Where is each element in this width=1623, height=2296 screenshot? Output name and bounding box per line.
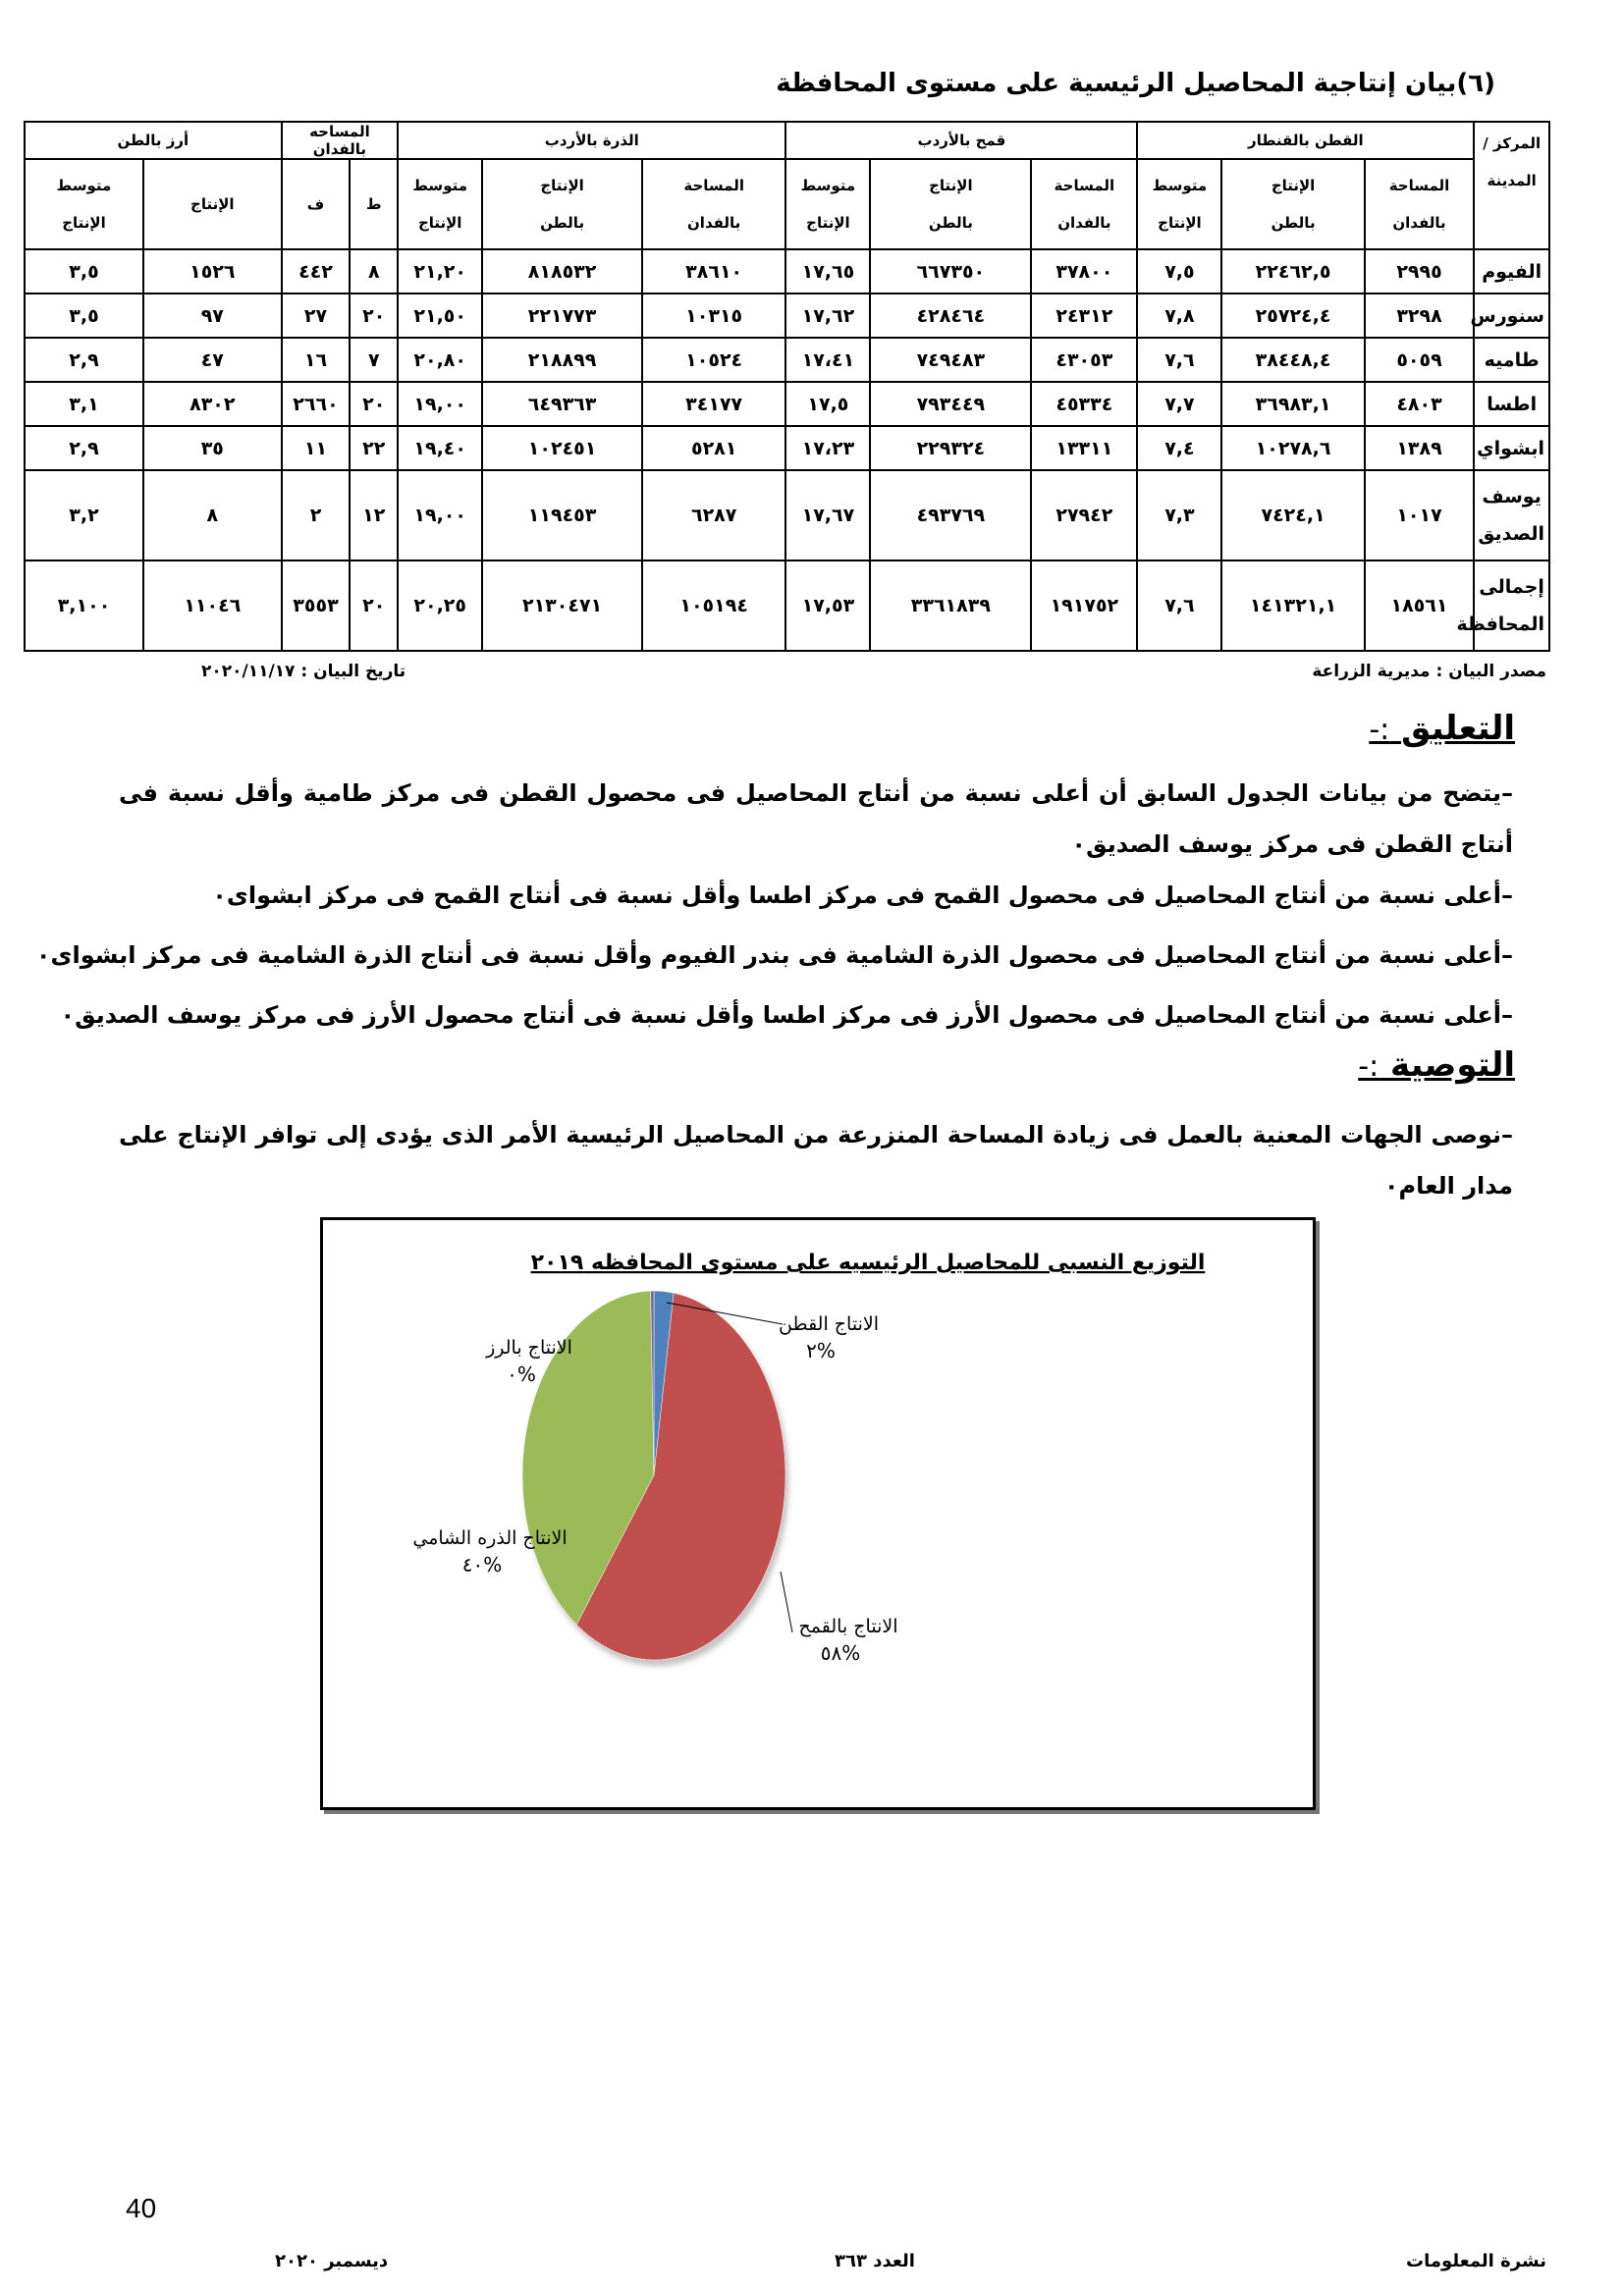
- table-cell: ٢٠: [350, 561, 398, 651]
- column-header: [25, 159, 143, 249]
- table-cell: ١٤١٣٢١,١: [1221, 561, 1364, 651]
- date-note: تاريخ البيان : ٢٠٢٠/١١/١٧: [201, 662, 406, 681]
- table-cell: ٧,٣: [1137, 470, 1221, 561]
- slice-value-label: %٥٨: [820, 1641, 861, 1665]
- table-cell: ١٥٢٦: [143, 249, 282, 294]
- table-cell: ١٠٢٧٨,٦: [1221, 426, 1364, 470]
- table-row: [25, 338, 1549, 382]
- row-name-line: يوسف: [1482, 486, 1542, 507]
- table-cell: ١٧,٦٢: [785, 294, 870, 338]
- table-cell: ١٩,٠٠: [398, 470, 482, 561]
- table-cell: ١٩,٠٠: [398, 382, 482, 426]
- slice-label: الانتاج القطن: [779, 1313, 879, 1335]
- table-cell: ٢,٩: [25, 426, 143, 470]
- slice-value-label: %٠: [507, 1362, 536, 1386]
- table-cell: ٤٨٠٣: [1365, 382, 1475, 426]
- header-center-city: [1474, 122, 1549, 249]
- recommendation-heading-dash: :-: [1358, 1049, 1380, 1084]
- table-cell: ٥٠٥٩: [1365, 338, 1475, 382]
- column-header: [1221, 159, 1364, 249]
- table-cell: ٢٠: [350, 382, 398, 426]
- row-name: [1456, 561, 1549, 651]
- table-cell: ٧,٨: [1137, 294, 1221, 338]
- header-center-city-line: المركز /: [1483, 134, 1542, 152]
- column-header-line: متوسط: [1152, 177, 1208, 194]
- table-cell: ١٧,٥٣: [785, 561, 870, 651]
- recommendation-heading-text: التوصية: [1390, 1045, 1515, 1085]
- column-header-line: الإنتاج: [929, 177, 973, 194]
- column-header-line: بالطن: [1271, 214, 1316, 232]
- table-cell: ١٣٨٩: [1365, 426, 1475, 470]
- column-header: [350, 159, 398, 249]
- table-cell: ٢١,٢٠: [398, 249, 482, 294]
- pie-chart-frame: [320, 1217, 1316, 1810]
- footer-publication: نشرة المعلومات: [1406, 2251, 1546, 2271]
- column-header: [482, 159, 642, 249]
- table-cell: ١٨٥٦١: [1365, 561, 1475, 651]
- table-cell: ٢٠,٨٠: [398, 338, 482, 382]
- table-cell: ١٧،٢٣: [785, 426, 870, 470]
- table-cell: ٤٧: [143, 338, 282, 382]
- table-cell: ٩٧: [143, 294, 282, 338]
- table-row: [25, 382, 1549, 426]
- table-cell: ١٠٥٢٤: [642, 338, 785, 382]
- row-name: طاميه: [1474, 338, 1549, 382]
- table-cell: ٣,٢: [25, 470, 143, 561]
- footer-date: ديسمبر ٢٠٢٠: [275, 2251, 389, 2271]
- table-cell: ٧,٥: [1137, 249, 1221, 294]
- table-cell: ٣,١: [25, 382, 143, 426]
- slice-label: الانتاج الذره الشامي: [412, 1527, 568, 1549]
- table-cell: ٢٥٧٢٤,٤: [1221, 294, 1364, 338]
- table-cell: ٣٧٨٠٠: [1031, 249, 1137, 294]
- group-header: القطن بالقنطار: [1137, 122, 1474, 159]
- table-cell: ٨: [350, 249, 398, 294]
- column-header: [1365, 159, 1475, 249]
- table-cell: ٨: [143, 470, 282, 561]
- table-cell: ٢٢١٧٧٣: [482, 294, 642, 338]
- table-cell: ٧,٦: [1137, 561, 1221, 651]
- table-cell: ٤٣٠٥٣: [1031, 338, 1137, 382]
- crops-production-table: [24, 121, 1550, 652]
- comment-heading-text: التعليق: [1401, 709, 1515, 748]
- table-cell: ١٩١٧٥٢: [1031, 561, 1137, 651]
- table-cell: ١٧,٦٥: [785, 249, 870, 294]
- table-cell: ٣٨٦١٠: [642, 249, 785, 294]
- table-cell: ٢٤٣١٢: [1031, 294, 1137, 338]
- table-cell: ٣,١٠٠: [25, 561, 143, 651]
- row-name-line: المحافظة: [1456, 614, 1544, 635]
- table-cell: ١٣٣١١: [1031, 426, 1137, 470]
- column-header-line: ف: [306, 195, 325, 213]
- slice-label: الانتاج بالرز: [486, 1337, 572, 1359]
- row-name-line: الصديق: [1478, 523, 1544, 545]
- table-cell: ٣٣٦١٨٣٩: [870, 561, 1031, 651]
- table-cell: ١٠٥١٩٤: [642, 561, 785, 651]
- slice-value-label: %٤٠: [461, 1553, 503, 1576]
- column-header: [1031, 159, 1137, 249]
- column-header-line: بالفدان: [1057, 214, 1111, 232]
- column-header-line: بالفدان: [1392, 214, 1446, 232]
- table-row: [25, 426, 1549, 470]
- comment-paragraph: –أعلى نسبة من أنتاج المحاصيل فى محصول الذرة الشامية فى بندر الفيوم وأقل نسبة فى أنتاج الذرة الشامية فى مركز ابشواى٠: [35, 941, 1513, 969]
- table-cell: ٦٤٩٣٦٣: [482, 382, 642, 426]
- chart-title: التوزيع النسبى للمحاصيل الرئيسيه على مستوى المحافظه ٢٠١٩: [530, 1251, 1206, 1275]
- table-cell: ١١٠٤٦: [143, 561, 282, 651]
- table-cell: ٧٤٩٤٨٣: [870, 338, 1031, 382]
- row-name-line: إجمالى: [1479, 576, 1544, 598]
- table-cell: ٢٢: [350, 426, 398, 470]
- table-cell: ٣٥: [143, 426, 282, 470]
- pie-chart: [323, 1220, 1313, 1807]
- comment-paragraph: –أعلى نسبة من أنتاج المحاصيل فى محصول الأرز فى مركز اطسا وأقل نسبة فى أنتاج محصول الأرز فى مركز يوسف الصديق٠: [60, 1001, 1513, 1029]
- table-cell: ٣٦٩٨٣,١: [1221, 382, 1364, 426]
- table-cell: ١٦: [282, 338, 351, 382]
- table-cell: ٤٢٨٤٦٤: [870, 294, 1031, 338]
- group-header: أرز بالطن: [25, 122, 282, 159]
- column-header-line: الإنتاج: [1271, 177, 1316, 194]
- group-header: الذرة بالأردب: [398, 122, 785, 159]
- table-cell: ٤٩٣٧٦٩: [870, 470, 1031, 561]
- table-cell: ٧,٤: [1137, 426, 1221, 470]
- table-cell: ٢: [282, 470, 351, 561]
- column-header-line: الإنتاج: [417, 214, 462, 232]
- table-row: [25, 249, 1549, 294]
- header-center-city-line: المدينة: [1487, 172, 1537, 189]
- table-cell: ١٧,٦٧: [785, 470, 870, 561]
- column-header: [143, 159, 282, 249]
- column-header-line: الإنتاج: [806, 214, 850, 232]
- column-header-line: المساحة: [1054, 177, 1115, 194]
- column-header-line: ط: [365, 195, 382, 213]
- table-cell: ٨٣٠٢: [143, 382, 282, 426]
- comment-heading-dash: :-: [1369, 713, 1390, 747]
- table-cell: ٢١٨٨٩٩: [482, 338, 642, 382]
- table-cell: ١٠٢٤٥١: [482, 426, 642, 470]
- table-cell: ١٢: [350, 470, 398, 561]
- column-header-line: المساحة: [683, 177, 744, 194]
- table-cell: ٢٢٤٦٢,٥: [1221, 249, 1364, 294]
- table-cell: ٤٤٢: [282, 249, 351, 294]
- table-cell: ٧,٦: [1137, 338, 1221, 382]
- table-cell: ٧٩٣٤٤٩: [870, 382, 1031, 426]
- table-cell: ٣,٥: [25, 249, 143, 294]
- table-cell: ٢٧: [282, 294, 351, 338]
- column-header: [1137, 159, 1221, 249]
- column-header-line: بالفدان: [687, 214, 741, 232]
- table-cell: ٢٧٩٤٢: [1031, 470, 1137, 561]
- table-cell: ١٠٣١٥: [642, 294, 785, 338]
- group-header: قمح بالأردب: [785, 122, 1137, 159]
- slice-value-label: %٢: [806, 1339, 836, 1362]
- column-header: [642, 159, 785, 249]
- column-header-line: متوسط: [56, 177, 112, 194]
- table-cell: ٣٢٩٨: [1365, 294, 1475, 338]
- table-cell: ٥٢٨١: [642, 426, 785, 470]
- footer-issue: العدد ٣٦٣: [835, 2251, 915, 2271]
- column-header-line: الإنتاج: [1158, 214, 1202, 232]
- group-header: المساحه بالفدان: [282, 122, 399, 159]
- table-cell: ٢١٣٠٤٧١: [482, 561, 642, 651]
- table-row: [25, 561, 1549, 651]
- table-row: [25, 294, 1549, 338]
- table-cell: ٧٤٢٤,١: [1221, 470, 1364, 561]
- source-note: مصدر البيان : مديرية الزراعة: [1312, 662, 1546, 681]
- slice-leader-line: [781, 1572, 792, 1632]
- table-cell: ٢,٩: [25, 338, 143, 382]
- column-header-line: الإنتاج: [62, 214, 106, 232]
- row-name: اطسا: [1474, 382, 1549, 426]
- row-name: الفيوم: [1474, 249, 1549, 294]
- column-header-line: بالطن: [540, 214, 585, 232]
- table-cell: ٣,٥: [25, 294, 143, 338]
- row-name: [1474, 470, 1549, 561]
- comment-heading: [1369, 709, 1515, 748]
- table-cell: ٢٢٩٣٢٤: [870, 426, 1031, 470]
- table-cell: ٧,٧: [1137, 382, 1221, 426]
- recommendation-paragraph: –نوصى الجهات المعنية بالعمل فى زيادة المساحة المنزرعة من المحاصيل الرئيسية الأمر الذى يؤدى إلى توافر الإنتاج على مدار العام٠: [119, 1121, 1513, 1200]
- column-header: [785, 159, 870, 249]
- table-cell: ٢٠: [350, 294, 398, 338]
- page-number: 40: [126, 2193, 157, 2223]
- table-cell: ٧: [350, 338, 398, 382]
- table-cell: ١٠١٧: [1365, 470, 1475, 561]
- comment-paragraph: –يتضح من بيانات الجدول السابق أن أعلى نسبة من أنتاج المحاصيل فى محصول القطن فى مركز طامية وأقل نسبة فى أنتاج القطن فى مركز يوسف الصديق٠: [119, 779, 1513, 858]
- table-cell: ٢٦٦٠: [282, 382, 351, 426]
- table-title: (٦)بيان إنتاجية المحاصيل الرئيسية على مستوى المحافظة: [776, 69, 1495, 98]
- table-cell: ٦٦٧٣٥٠: [870, 249, 1031, 294]
- table-cell: ٣٨٤٤٨,٤: [1221, 338, 1364, 382]
- table-cell: ٢٠,٢٥: [398, 561, 482, 651]
- recommendation-heading: [1358, 1045, 1515, 1085]
- comment-paragraph: –أعلى نسبة من أنتاج المحاصيل فى محصول القمح فى مركز اطسا وأقل نسبة فى أنتاج القمح فى مركز ابشواى٠: [212, 881, 1513, 909]
- table-cell: ١١: [282, 426, 351, 470]
- column-header: [870, 159, 1031, 249]
- column-header-line: الإنتاج: [540, 177, 584, 194]
- table-cell: ٤٥٣٣٤: [1031, 382, 1137, 426]
- table-row: [25, 470, 1549, 561]
- table-cell: ١٧،٤١: [785, 338, 870, 382]
- slice-label: الانتاج بالقمح: [798, 1616, 898, 1637]
- table-cell: ١٧,٥: [785, 382, 870, 426]
- row-name: سنورس: [1474, 294, 1549, 338]
- column-header-line: المساحة: [1388, 177, 1450, 194]
- table-cell: ٢٩٩٥: [1365, 249, 1475, 294]
- row-name: ابشواي: [1474, 426, 1549, 470]
- column-header-line: بالطن: [928, 214, 973, 232]
- column-header: [398, 159, 482, 249]
- column-header: [282, 159, 351, 249]
- table-cell: ٣٥٥٣: [282, 561, 351, 651]
- table-cell: ١٩,٤٠: [398, 426, 482, 470]
- column-header-line: الإنتاج: [190, 195, 235, 213]
- table-cell: ١١٩٤٥٣: [482, 470, 642, 561]
- table-cell: ٨١٨٥٣٢: [482, 249, 642, 294]
- table-cell: ٣٤١٧٧: [642, 382, 785, 426]
- column-header-line: متوسط: [412, 177, 468, 194]
- table-cell: ٦٢٨٧: [642, 470, 785, 561]
- table-cell: ٢١,٥٠: [398, 294, 482, 338]
- column-header-line: متوسط: [800, 177, 856, 194]
